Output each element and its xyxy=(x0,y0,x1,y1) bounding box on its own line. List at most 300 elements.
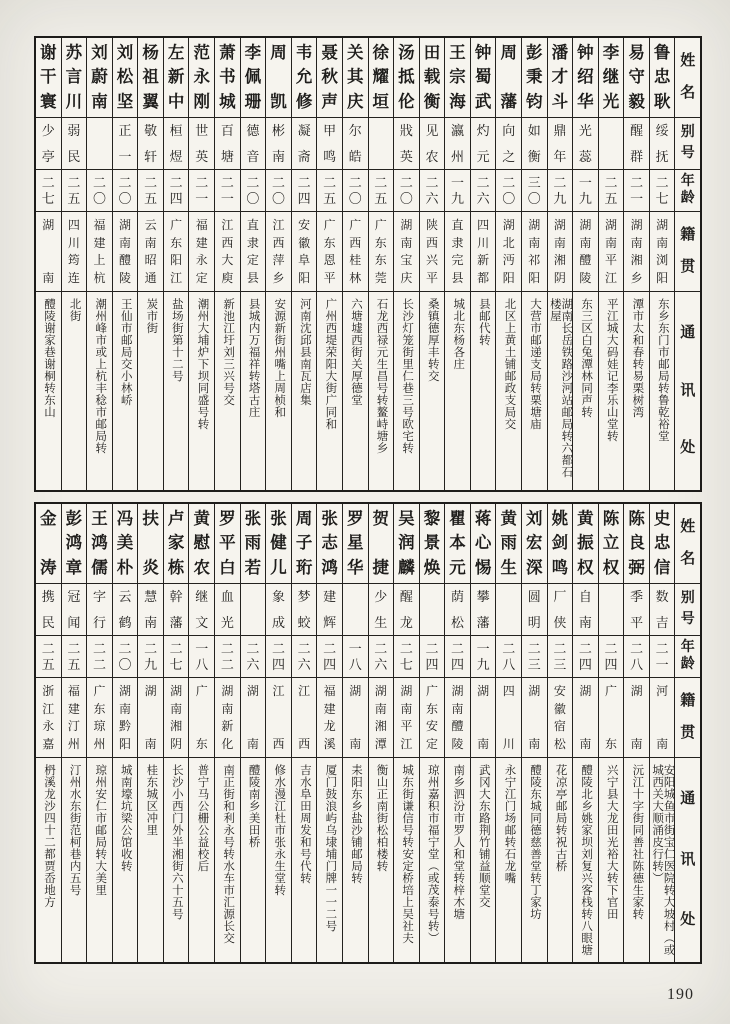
header-age-cell xyxy=(675,170,700,212)
person-name: 潘 才 斗 xyxy=(551,43,569,111)
person-address: 桂东城区冲里 xyxy=(145,764,158,836)
person-age: 二 五 xyxy=(323,175,337,206)
person-native-cell xyxy=(87,212,112,292)
person-native-cell xyxy=(164,678,189,758)
person-name-cell xyxy=(548,38,573,118)
person-age: 二 四 xyxy=(604,641,618,672)
person-address-cell xyxy=(522,292,547,490)
person-alias-cell xyxy=(87,118,112,170)
person-alias-cell xyxy=(522,118,547,170)
person-age-cell xyxy=(87,170,112,212)
person-address: 永宁江门场邮转石龙嘴 xyxy=(503,764,516,884)
person-name: 张 雨 若 xyxy=(244,509,262,577)
header-age-cell xyxy=(675,636,700,678)
person-native-cell xyxy=(317,212,342,292)
person-native-cell xyxy=(650,212,675,292)
person-alias-cell xyxy=(599,118,624,170)
person-address: 北区上黄土铺邮政支局交 xyxy=(503,298,516,430)
person-age-cell xyxy=(241,636,266,678)
person-address: 潭市太和春转易栗树湾 xyxy=(631,298,644,418)
person-address-cell xyxy=(87,758,112,962)
person-address: 平江城大码娃记李乐山堂转 xyxy=(605,298,618,442)
person-address-cell xyxy=(573,758,598,962)
person-column xyxy=(291,38,317,490)
person-alias: 戕 英 xyxy=(399,123,413,164)
person-column xyxy=(291,504,317,962)
person-alias: 醒 群 xyxy=(630,123,644,164)
person-address-cell xyxy=(215,292,240,490)
person-address-cell xyxy=(215,758,240,962)
person-alias-cell xyxy=(215,118,240,170)
person-name-cell xyxy=(113,504,138,584)
person-native: 河 南 xyxy=(656,684,669,751)
person-alias: 敬 轩 xyxy=(144,123,158,164)
person-column xyxy=(623,504,649,962)
person-address: 琼州安仁市邮局转大美里 xyxy=(94,764,107,896)
person-name-cell xyxy=(292,38,317,118)
header-address-cell xyxy=(675,292,700,490)
person-age: 二 一 xyxy=(630,175,644,206)
person-alias-cell xyxy=(650,584,675,636)
person-address-cell xyxy=(189,758,214,962)
person-native: 湖 南 湘 阴 xyxy=(170,684,183,751)
person-column xyxy=(342,38,368,490)
person-name-cell xyxy=(496,504,521,584)
person-age: 三 〇 xyxy=(527,175,541,206)
person-native-cell xyxy=(113,678,138,758)
person-native: 湖 南 xyxy=(144,684,157,751)
person-age-cell xyxy=(650,170,675,212)
person-name: 汤 抵 伦 xyxy=(398,43,415,111)
person-column xyxy=(521,504,547,962)
person-age-cell xyxy=(113,170,138,212)
person-alias-cell xyxy=(113,118,138,170)
person-address: 枬溪龙沙四十二都贾岙地方 xyxy=(43,764,56,908)
person-age-cell xyxy=(343,636,368,678)
person-name-cell xyxy=(266,504,291,584)
person-address-cell xyxy=(624,292,649,490)
person-address: 花凉亭邮局转祝古桥 xyxy=(554,764,567,872)
person-alias-cell xyxy=(394,584,419,636)
person-name: 贺 捷 xyxy=(372,509,390,577)
person-native-cell xyxy=(548,678,573,758)
person-alias-cell xyxy=(650,118,675,170)
person-native: 四 川 xyxy=(502,684,515,751)
person-alias: 血 光 xyxy=(220,589,234,630)
person-address-cell xyxy=(420,758,445,962)
person-native-cell xyxy=(138,212,163,292)
person-address: 六塘墟西街关厚德堂 xyxy=(349,298,362,406)
person-name-cell xyxy=(215,504,240,584)
person-column xyxy=(649,38,675,490)
person-name-cell xyxy=(548,504,573,584)
person-address: 王仙市邮局交小林峤 xyxy=(119,298,132,406)
person-alias: 少 亭 xyxy=(41,123,55,164)
person-age: 二 八 xyxy=(630,641,644,672)
person-address: 盐场街第十二号 xyxy=(170,298,183,382)
person-native: 湖 南 黔 阳 xyxy=(119,684,132,751)
person-name-cell xyxy=(624,504,649,584)
person-age-cell xyxy=(496,636,521,678)
person-name: 彭 秉 钧 xyxy=(526,43,543,111)
person-age-cell xyxy=(573,170,598,212)
person-address: 琼州嘉积市福宁堂（或茂泰号转） xyxy=(426,764,439,944)
person-name-cell xyxy=(241,38,266,118)
person-address: 安源新街州嘴上周桢和 xyxy=(273,298,286,418)
person-age-cell xyxy=(394,170,419,212)
person-native-cell xyxy=(369,678,394,758)
person-alias-cell xyxy=(496,584,521,636)
person-address-cell xyxy=(266,758,291,962)
person-address-cell xyxy=(189,292,214,490)
person-age: 二 四 xyxy=(169,175,183,206)
person-age-cell xyxy=(189,636,214,678)
person-native: 福 建 龙 溪 xyxy=(323,684,336,751)
person-name: 左 新 中 xyxy=(167,43,185,111)
person-age: 二 六 xyxy=(374,641,388,672)
person-column xyxy=(368,504,394,962)
person-age: 二 四 xyxy=(297,175,311,206)
person-age: 二 四 xyxy=(425,641,439,672)
person-age: 二 三 xyxy=(553,641,567,672)
person-age-cell xyxy=(62,636,87,678)
person-address: 修水漫江杜市张永生堂转 xyxy=(273,764,286,896)
person-name: 刘 蔚 南 xyxy=(91,43,108,111)
person-name: 刘 宏 深 xyxy=(526,509,543,577)
person-address: 湖南长岳铁路沙河站邮局转六都石楼屋 xyxy=(548,298,573,478)
person-column xyxy=(470,38,496,490)
person-native: 湖 南 xyxy=(246,684,259,751)
person-address: 东三区白兔潭林同声转 xyxy=(580,298,593,418)
person-alias: 字 行 xyxy=(92,589,106,630)
person-native: 湖 南 xyxy=(630,684,643,751)
person-name-cell xyxy=(164,504,189,584)
person-name: 张 志 鸿 xyxy=(321,509,338,577)
person-name: 田 载 衡 xyxy=(423,43,441,111)
person-age-cell xyxy=(445,170,470,212)
person-column xyxy=(470,504,496,962)
person-age: 二 〇 xyxy=(271,175,285,206)
person-native-cell xyxy=(445,678,470,758)
person-age: 二 八 xyxy=(502,641,516,672)
person-address: 河南沈邱县南瓦店集 xyxy=(298,298,311,406)
person-age: 二 四 xyxy=(578,641,592,672)
person-name-cell xyxy=(36,504,61,584)
person-alias-cell xyxy=(36,584,61,636)
directory-table-top xyxy=(34,36,702,492)
person-age: 二 七 xyxy=(169,641,183,672)
person-address-cell xyxy=(317,758,342,962)
person-alias xyxy=(420,584,445,635)
person-native-cell xyxy=(87,678,112,758)
person-age: 二 四 xyxy=(451,641,465,672)
person-name: 张 健 儿 xyxy=(270,509,287,577)
person-address: 城东街谦信号转安定桥培上吴社夫 xyxy=(401,764,414,944)
person-native-cell xyxy=(369,212,394,292)
person-alias: 见 农 xyxy=(425,123,439,164)
person-name-cell xyxy=(522,38,547,118)
person-address-cell xyxy=(445,292,470,490)
person-address-cell xyxy=(292,758,317,962)
person-name-cell xyxy=(343,38,368,118)
person-alias: 弱 民 xyxy=(67,123,81,164)
person-age: 二 〇 xyxy=(118,175,132,206)
header-alias-cell xyxy=(675,584,700,636)
person-name-cell xyxy=(215,38,240,118)
person-address-cell xyxy=(394,758,419,962)
person-name: 罗 星 华 xyxy=(346,509,364,577)
person-age-cell xyxy=(522,636,547,678)
person-column xyxy=(419,38,445,490)
person-column xyxy=(112,504,138,962)
person-column xyxy=(444,38,470,490)
person-age: 二 六 xyxy=(297,641,311,672)
person-name-cell xyxy=(343,504,368,584)
person-age: 二 四 xyxy=(271,641,285,672)
person-age-cell xyxy=(599,170,624,212)
person-name-cell xyxy=(394,504,419,584)
person-age-cell xyxy=(471,636,496,678)
person-alias: 建 辉 xyxy=(323,589,337,630)
person-name: 李 继 光 xyxy=(602,43,620,111)
person-address: 石龙西禄元生昌号转鳌峙塘乡 xyxy=(375,298,388,454)
person-name-cell xyxy=(113,38,138,118)
person-alias xyxy=(241,584,266,635)
person-native-cell xyxy=(62,678,87,758)
person-address: 衡山正南街松柏楼转 xyxy=(375,764,388,872)
person-name: 钟 绍 华 xyxy=(577,43,594,111)
person-name: 扶 炎 xyxy=(142,509,159,577)
person-name-cell xyxy=(496,38,521,118)
person-native: 湖 南 浏 阳 xyxy=(656,218,669,285)
person-name: 易 守 毅 xyxy=(628,43,645,111)
person-name-cell xyxy=(420,38,445,118)
person-name-cell xyxy=(317,38,342,118)
person-alias-cell xyxy=(573,118,598,170)
person-alias-cell xyxy=(599,584,624,636)
person-age: 二 五 xyxy=(604,175,618,206)
person-name-cell xyxy=(189,38,214,118)
person-native-cell xyxy=(138,678,163,758)
person-address-cell xyxy=(343,758,368,962)
person-address: 北街 xyxy=(68,298,81,322)
person-alias: 向 之 xyxy=(502,123,516,164)
person-native-cell xyxy=(599,678,624,758)
person-column xyxy=(598,504,624,962)
person-address: 普宁马公栅公益校后 xyxy=(196,764,209,872)
person-age-cell xyxy=(420,636,445,678)
person-native-cell xyxy=(292,212,317,292)
person-alias-cell xyxy=(189,584,214,636)
person-age-cell xyxy=(138,170,163,212)
person-name-cell xyxy=(369,38,394,118)
person-native-cell xyxy=(266,212,291,292)
person-native: 湖 南 平 江 xyxy=(605,218,618,285)
person-column xyxy=(623,38,649,490)
person-name: 陈 立 权 xyxy=(602,509,620,577)
person-address-cell xyxy=(548,292,573,490)
person-column xyxy=(572,38,598,490)
person-alias: 正 一 xyxy=(118,123,132,164)
person-native: 福 建 永 定 xyxy=(195,218,208,285)
person-alias-cell xyxy=(241,118,266,170)
person-age-cell xyxy=(522,170,547,212)
person-name-cell xyxy=(138,38,163,118)
person-age: 二 四 xyxy=(323,641,337,672)
person-column xyxy=(649,504,675,962)
person-column xyxy=(112,38,138,490)
person-alias: 醒 龙 xyxy=(399,589,413,630)
person-address: 城南壕坑梁公馆收转 xyxy=(119,764,132,872)
person-address-cell xyxy=(87,292,112,490)
person-address-cell xyxy=(164,758,189,962)
person-address: 潮州大埔炉下坝同盛号转 xyxy=(196,298,209,430)
person-name: 黎 景 焕 xyxy=(423,509,441,577)
person-alias: 厂 侠 xyxy=(553,589,567,630)
person-alias-cell xyxy=(164,584,189,636)
person-alias: 桓 煜 xyxy=(169,123,183,164)
person-alias: 德 音 xyxy=(246,123,260,164)
person-address: 醴陵北乡姚家坝刘复兴客栈转八眼塘 xyxy=(580,764,593,956)
person-age-cell xyxy=(394,636,419,678)
person-address-cell xyxy=(343,292,368,490)
person-name: 萧 书 城 xyxy=(219,43,236,111)
person-age-cell xyxy=(317,636,342,678)
person-age: 一 八 xyxy=(348,641,362,672)
person-column xyxy=(214,504,240,962)
person-age-cell xyxy=(87,636,112,678)
person-alias: 鼎 年 xyxy=(553,123,567,164)
person-native: 广 东 xyxy=(605,684,618,751)
person-age-cell xyxy=(164,170,189,212)
person-address-cell xyxy=(650,292,675,490)
person-column xyxy=(444,504,470,962)
person-name-cell xyxy=(317,504,342,584)
person-alias: 幹 藩 xyxy=(169,589,183,630)
person-alias xyxy=(369,118,394,169)
person-age-cell xyxy=(215,170,240,212)
person-native: 云 南 昭 通 xyxy=(144,218,157,285)
person-native-cell xyxy=(266,678,291,758)
person-age: 二 二 xyxy=(220,641,234,672)
person-alias xyxy=(343,584,368,635)
header-native-cell xyxy=(675,678,700,758)
header-native: 籍 贯 xyxy=(680,227,696,275)
person-age-cell xyxy=(548,636,573,678)
person-name: 黄 慰 农 xyxy=(193,509,210,577)
person-alias-cell xyxy=(266,118,291,170)
person-name-cell xyxy=(471,504,496,584)
person-age-cell xyxy=(445,636,470,678)
person-address: 南乡泗汾市罗人和堂转梓木塘 xyxy=(452,764,465,920)
person-native: 湖 南 湘 阴 xyxy=(553,218,566,285)
person-address-cell xyxy=(62,292,87,490)
person-native-cell xyxy=(215,678,240,758)
person-native-cell xyxy=(164,212,189,292)
person-name: 史 忠 信 xyxy=(653,509,671,577)
person-name: 周 凯 xyxy=(270,43,287,111)
person-native: 湖 南 平 江 xyxy=(400,684,413,751)
person-column xyxy=(240,504,266,962)
person-column xyxy=(240,38,266,490)
person-native-cell xyxy=(189,212,214,292)
person-address-cell xyxy=(624,758,649,962)
person-name-cell xyxy=(445,504,470,584)
header-alias-cell xyxy=(675,118,700,170)
person-native-cell xyxy=(548,212,573,292)
person-address: 沅江十字街同善社陈德生家转 xyxy=(631,764,644,920)
person-alias: 冠 闻 xyxy=(67,589,81,630)
person-name-cell xyxy=(62,504,87,584)
person-column xyxy=(547,504,573,962)
person-alias-cell xyxy=(548,584,573,636)
person-age: 二 一 xyxy=(655,641,669,672)
person-alias: 荫 松 xyxy=(451,589,465,630)
person-name: 王 宗 海 xyxy=(449,43,466,111)
person-age: 二 九 xyxy=(144,641,158,672)
person-native: 湖 南 xyxy=(349,684,362,751)
person-age-cell xyxy=(317,170,342,212)
person-name-cell xyxy=(189,504,214,584)
person-name-cell xyxy=(650,504,675,584)
person-alias-cell xyxy=(369,118,394,170)
person-native-cell xyxy=(215,212,240,292)
header-age: 年 龄 xyxy=(680,174,695,206)
person-name-cell xyxy=(87,504,112,584)
person-address-cell xyxy=(445,758,470,962)
person-native-cell xyxy=(292,678,317,758)
person-name-cell xyxy=(471,38,496,118)
person-name: 卢 家 栋 xyxy=(167,509,185,577)
person-alias-cell xyxy=(138,118,163,170)
person-address-cell xyxy=(113,758,138,962)
person-name: 黄 雨 生 xyxy=(500,509,517,577)
person-name: 苏 言 川 xyxy=(65,43,83,111)
person-native-cell xyxy=(317,678,342,758)
person-column xyxy=(61,38,87,490)
person-age-cell xyxy=(292,170,317,212)
person-name: 杨 祖 翼 xyxy=(142,43,159,111)
person-address-cell xyxy=(369,758,394,962)
person-address: 广州西堤荣阳大街广同和 xyxy=(324,298,337,430)
person-native-cell xyxy=(522,678,547,758)
person-native: 广 东 xyxy=(195,684,208,751)
person-name: 周 子 珩 xyxy=(295,509,313,577)
person-name-cell xyxy=(522,504,547,584)
person-native-cell xyxy=(343,212,368,292)
person-address: 桑镇德厚丰转交 xyxy=(426,298,439,382)
person-address-cell xyxy=(241,758,266,962)
person-age: 二 五 xyxy=(67,641,81,672)
person-name: 罗 平 白 xyxy=(219,509,236,577)
person-alias-cell xyxy=(394,118,419,170)
person-native: 安 徽 宿 松 xyxy=(553,684,566,751)
person-alias xyxy=(87,118,112,169)
person-name-cell xyxy=(138,504,163,584)
person-age: 二 六 xyxy=(246,641,260,672)
header-name-cell xyxy=(675,504,700,584)
person-name: 冯 美 朴 xyxy=(116,509,134,577)
person-alias: 如 衡 xyxy=(527,123,541,164)
person-address-cell xyxy=(471,292,496,490)
person-address-cell xyxy=(573,292,598,490)
person-age: 二 〇 xyxy=(502,175,516,206)
person-address: 城北东杨各庄 xyxy=(452,298,465,370)
person-native-cell xyxy=(445,212,470,292)
person-address: 新池江圩刘三兴号交 xyxy=(222,298,235,406)
person-alias: 甲 鸣 xyxy=(323,123,337,164)
person-column xyxy=(598,38,624,490)
